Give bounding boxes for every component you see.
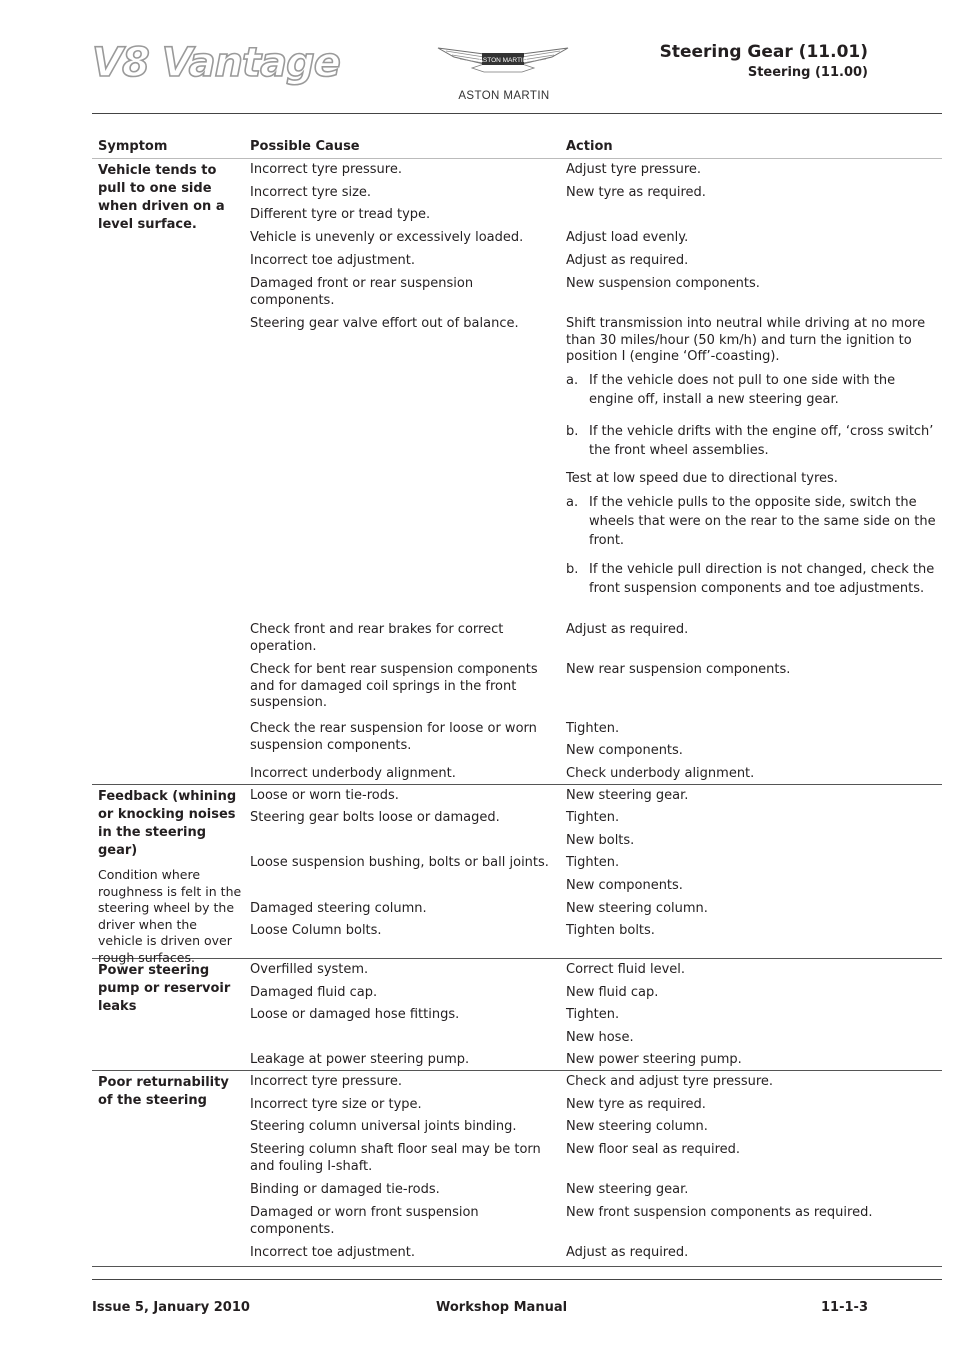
action-item: Check underbody alignment.: [566, 766, 755, 781]
cause-item: Damaged front or rear suspension components.: [250, 276, 474, 308]
action-item: New hose.: [566, 1030, 634, 1045]
action-item: Adjust as required.: [566, 622, 689, 637]
action-item: Check and adjust tyre pressure.: [566, 1074, 774, 1089]
table-section-leaks: [92, 959, 942, 1071]
cause-item: Damaged steering column.: [250, 901, 427, 916]
table-section-pull: [92, 159, 942, 785]
cause-item: Damaged fluid cap.: [250, 985, 378, 1000]
v8-vantage-logo: [92, 40, 340, 86]
svg-text:V8 Vantage: V8 Vantage: [92, 40, 340, 86]
cause-item: Steering gear bolts loose or damaged.: [250, 810, 500, 825]
cause-item: Check the rear suspension for loose or worn suspension components.: [250, 721, 537, 753]
action-sub-text: If the vehicle pull direction is not changed, check the front suspension components and toe adjustments.: [589, 562, 935, 596]
aston-martin-wings-logo: [436, 44, 570, 76]
cause-item: Steering gear valve effort out of balance.: [250, 316, 519, 331]
list-label: b.: [566, 562, 579, 577]
action-item: New steering gear.: [566, 1182, 689, 1197]
action-item: New floor seal as required.: [566, 1142, 741, 1157]
action-item: Tighten bolts.: [566, 923, 655, 938]
action-item: New steering column.: [566, 901, 708, 916]
action-sub-item: [566, 422, 942, 460]
action-item: Tighten.: [566, 721, 620, 736]
action-sub-item: [566, 371, 942, 409]
cause-item: Loose Column bolts.: [250, 923, 382, 938]
action-item: New tyre as required.: [566, 185, 706, 200]
brand-name: ASTON MARTIN: [458, 90, 550, 102]
symptom-text: Vehicle tends to pull to one side when driven on a level surface.: [98, 163, 225, 232]
symptom-text: Feedback (whining or knocking noises in the steering gear): [98, 789, 237, 858]
cause-item: Incorrect underbody alignment.: [250, 766, 456, 781]
footer-divider: [92, 1279, 942, 1280]
list-label: a.: [566, 373, 579, 388]
manual-name: Workshop Manual: [436, 1300, 568, 1315]
action-item: New tyre as required.: [566, 1097, 706, 1112]
brand-badge-text: ASTON MARTIN: [478, 57, 528, 64]
symptom-text: Poor returnability of the steering: [98, 1075, 229, 1108]
action-item: New components.: [566, 878, 683, 893]
action-item: New front suspension components as required.: [566, 1205, 873, 1220]
list-label: a.: [566, 495, 579, 510]
action-item: Tighten.: [566, 855, 620, 870]
action-item: Adjust as required.: [566, 253, 689, 268]
symptom-cell: [98, 1071, 243, 1110]
cause-item: Incorrect tyre pressure.: [250, 1074, 402, 1089]
action-sub-item: [566, 560, 942, 598]
table-section-returnability: [92, 1071, 942, 1267]
table-section-feedback: [92, 785, 942, 965]
action-item: New components.: [566, 743, 683, 758]
cause-item: Binding or damaged tie-rods.: [250, 1182, 440, 1197]
action-item: Correct fluid level.: [566, 962, 686, 977]
page-header: [0, 0, 960, 115]
column-header-symptom: Symptom: [98, 139, 168, 154]
cause-item: Overfilled system.: [250, 962, 369, 977]
cause-item: Incorrect tyre pressure.: [250, 162, 402, 177]
action-item: Shift transmission into neutral while driving at no more than 30 miles/hour (50 km/h) and turn the ignition to position I (engine ‘Off’-coasting).: [566, 316, 926, 364]
cause-item: Steering column universal joints binding.: [250, 1119, 517, 1134]
column-header-cause: Possible Cause: [250, 139, 360, 154]
cause-item: Leakage at power steering pump.: [250, 1052, 470, 1067]
cause-item: Loose or damaged hose fittings.: [250, 1007, 460, 1022]
action-item: New bolts.: [566, 833, 635, 848]
cause-item: Damaged or worn front suspension components.: [250, 1205, 479, 1237]
action-item: New suspension components.: [566, 276, 760, 291]
action-item: Adjust load evenly.: [566, 230, 689, 245]
symptom-cell: [98, 159, 243, 234]
symptom-note: Condition where roughness is felt in the steering wheel by the driver when the vehicle is driven over rough surfaces.: [98, 867, 242, 965]
cause-item: Different tyre or tread type.: [250, 207, 431, 222]
cause-item: Loose or worn tie-rods.: [250, 788, 399, 803]
action-item: Test at low speed due to directional tyres.: [566, 471, 838, 486]
column-header-action: Action: [566, 139, 613, 154]
action-sub-text: If the vehicle does not pull to one side with the engine off, install a new steering gear.: [589, 373, 896, 407]
cause-item: Check for bent rear suspension components and for damaged coil springs in the front suspension.: [250, 662, 538, 710]
action-item: New steering column.: [566, 1119, 708, 1134]
action-sub-item: [566, 493, 942, 550]
action-item: New steering gear.: [566, 788, 689, 803]
symptom-text: Power steering pump or reservoir leaks: [98, 963, 231, 1014]
cause-item: Incorrect tyre size or type.: [250, 1097, 422, 1112]
diagnosis-table: [92, 134, 942, 1267]
action-item: New fluid cap.: [566, 985, 659, 1000]
action-item: New rear suspension components.: [566, 662, 791, 677]
page-number: 11-1-3: [821, 1300, 868, 1315]
list-label: b.: [566, 424, 579, 439]
action-sub-text: If the vehicle drifts with the engine off, ‘cross switch’ the front wheel assemblies.: [589, 424, 934, 458]
header-divider: [92, 113, 942, 114]
action-item: New power steering pump.: [566, 1052, 742, 1067]
action-item: Adjust as required.: [566, 1245, 689, 1260]
cause-item: Loose suspension bushing, bolts or ball joints.: [250, 855, 549, 870]
cause-item: Check front and rear brakes for correct operation.: [250, 622, 504, 654]
page-subtitle: Steering (11.00): [747, 65, 868, 80]
cause-item: Steering column shaft floor seal may be torn and fouling I-shaft.: [250, 1142, 541, 1174]
issue-date: Issue 5, January 2010: [92, 1300, 250, 1315]
page-title: Steering Gear (11.01): [659, 42, 868, 62]
symptom-cell: [98, 785, 243, 966]
action-item: Adjust tyre pressure.: [566, 162, 702, 177]
action-item: Tighten.: [566, 1007, 620, 1022]
cause-item: Incorrect tyre size.: [250, 185, 372, 200]
cause-item: Vehicle is unevenly or excessively loaded.: [250, 230, 524, 245]
action-item: Tighten.: [566, 810, 620, 825]
cause-item: Incorrect toe adjustment.: [250, 253, 415, 268]
table-header: [92, 134, 942, 159]
cause-item: Incorrect toe adjustment.: [250, 1245, 415, 1260]
symptom-cell: [98, 959, 243, 1016]
action-sub-text: If the vehicle pulls to the opposite side, switch the wheels that were on the rear to the same side on the front.: [589, 495, 936, 548]
